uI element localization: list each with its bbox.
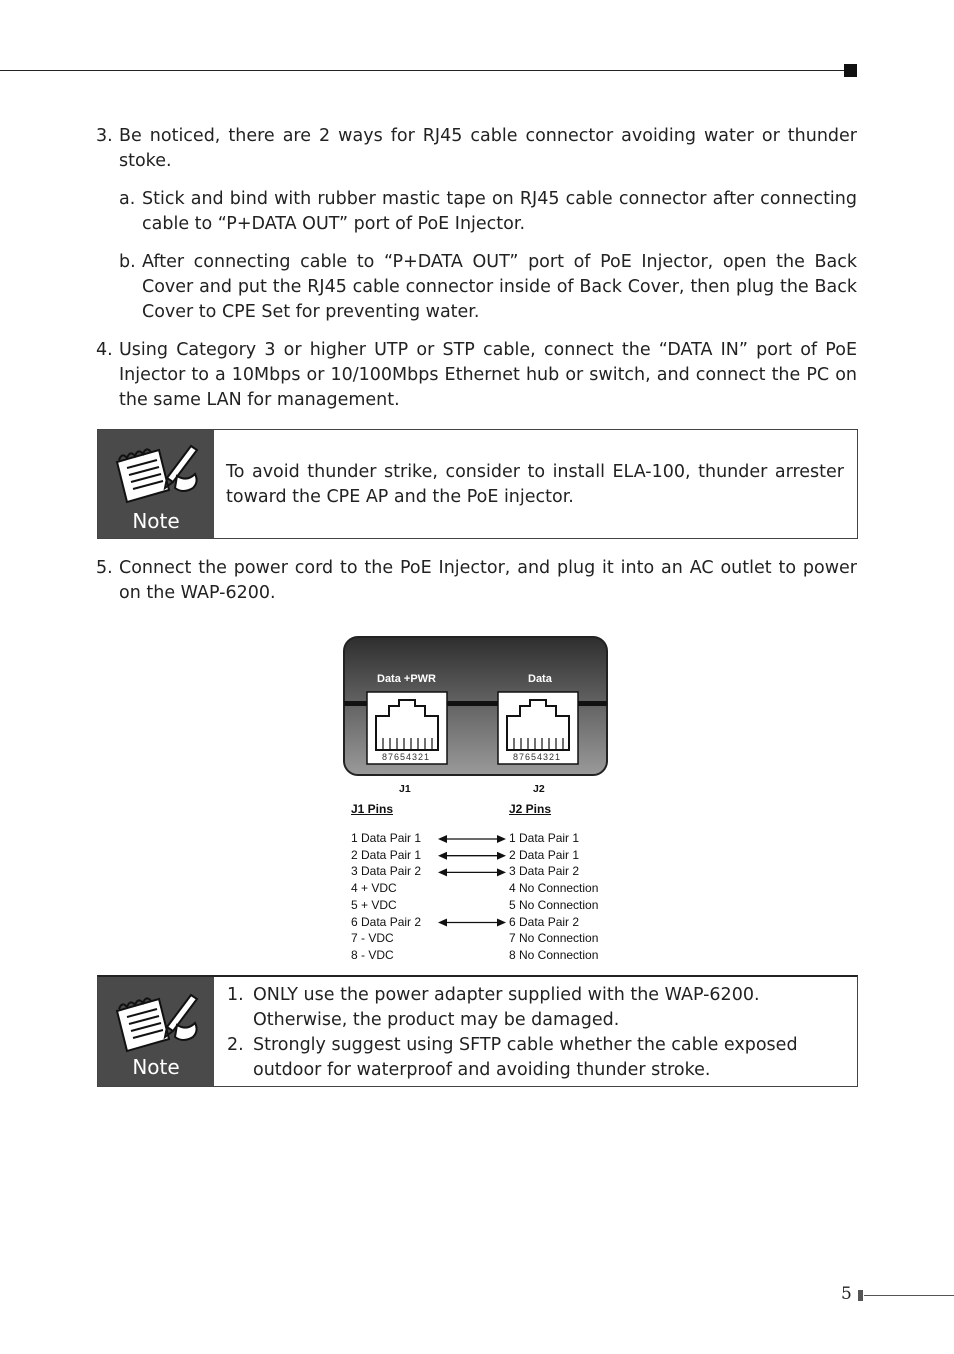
port-1-title: Data +PWR (377, 673, 436, 685)
pin-arrow (438, 852, 506, 860)
poe-port-pinout-diagram (343, 636, 618, 966)
port-1-pin-digits: 87654321 (382, 752, 431, 762)
footer-rule (864, 1295, 954, 1296)
j2-pin-row: 3 Data Pair 2 (509, 864, 580, 879)
item-3-text: Be noticed, there are 2 ways for RJ45 cable connector avoiding water or thunder stoke. (119, 126, 857, 171)
j1-label: J1 (399, 783, 411, 795)
j2-pin-row: 8 No Connection (509, 947, 599, 962)
j2-pin-row: 4 No Connection (509, 881, 599, 896)
port-2-pin-digits: 87654321 (513, 752, 562, 762)
j1-pin-row: 4 + VDC (351, 881, 397, 896)
j1-pin-row: 8 - VDC (351, 947, 394, 962)
j2-pin-row: 7 No Connection (509, 931, 599, 946)
item-4-text: Using Category 3 or higher UTP or STP cable, connect the “DATA IN” port of PoE Injector to a 10Mbps or 10/100Mbps Ethernet hub or switch, and connect the PC on the same LAN for management. (119, 340, 857, 410)
page-number: 5 (841, 1284, 852, 1304)
item-3a-letter: a. (119, 189, 136, 209)
j2-pin-row: 5 No Connection (509, 897, 599, 912)
note-label: Note (132, 509, 180, 533)
note-sidebar (98, 430, 214, 538)
note-2-item-1-number: 1. (227, 985, 244, 1005)
header-square-marker (844, 64, 857, 77)
j1-pin-row: 7 - VDC (351, 931, 394, 946)
header-rule (0, 70, 846, 71)
note-2-item-1-line-1: ONLY use the power adapter supplied with the WAP-6200. (253, 985, 760, 1005)
note-2-item-1-line-2: Otherwise, the product may be damaged. (253, 1010, 620, 1030)
j2-pins-header: J2 Pins (509, 802, 552, 816)
note-2-item-2-line-1: Strongly suggest using SFTP cable whether the cable exposed (253, 1035, 798, 1055)
note-box-2 (97, 975, 858, 1087)
note-2-item-2-line-2: outdoor for waterproof and avoiding thunder stroke. (253, 1060, 711, 1080)
note-1-text: To avoid thunder strike, consider to install ELA-100, thunder arrester toward the CPE AP and the PoE injector. (226, 462, 844, 507)
port-2-title: Data (528, 673, 552, 685)
footer-marker (858, 1290, 863, 1301)
j2-label: J2 (533, 783, 545, 795)
note-sidebar (98, 977, 214, 1086)
item-3b-letter: b. (119, 252, 136, 272)
pin-arrow (438, 868, 506, 876)
note-box-1 (97, 429, 858, 539)
j1-pin-row: 1 Data Pair 1 (351, 831, 422, 845)
j1-pin-row: 3 Data Pair 2 (351, 864, 422, 879)
item-5-number: 5. (96, 558, 113, 578)
j2-pin-row: 2 Data Pair 1 (509, 847, 580, 862)
note-pad-pen-icon (113, 438, 199, 506)
item-3-number: 3. (96, 126, 113, 146)
item-5-text: Connect the power cord to the PoE Injector, and plug it into an AC outlet to power on the WAP-6200. (119, 558, 857, 603)
item-3b-text: After connecting cable to “P+DATA OUT” port of PoE Injector, open the Back Cover and put the RJ45 cable connector inside of Back Cover, then plug the Back Cover to CPE Set for preventing water. (142, 252, 857, 322)
pin-arrow (438, 835, 506, 843)
j2-pin-row: 6 Data Pair 2 (509, 914, 580, 929)
j1-pin-row: 2 Data Pair 1 (351, 847, 422, 862)
j1-pin-row: 5 + VDC (351, 897, 397, 912)
item-4-number: 4. (96, 340, 113, 360)
item-3a-text: Stick and bind with rubber mastic tape on RJ45 cable connector after connecting cable to “P+DATA OUT” port of PoE Injector. (142, 189, 857, 234)
pin-arrow (438, 919, 506, 927)
note-2-item-2-number: 2. (227, 1035, 244, 1055)
note-pad-pen-icon (113, 987, 199, 1055)
j1-pin-row: 6 Data Pair 2 (351, 914, 422, 929)
note-label: Note (132, 1055, 180, 1079)
j2-pin-row: 1 Data Pair 1 (509, 831, 580, 845)
j1-pins-header: J1 Pins (351, 802, 394, 816)
